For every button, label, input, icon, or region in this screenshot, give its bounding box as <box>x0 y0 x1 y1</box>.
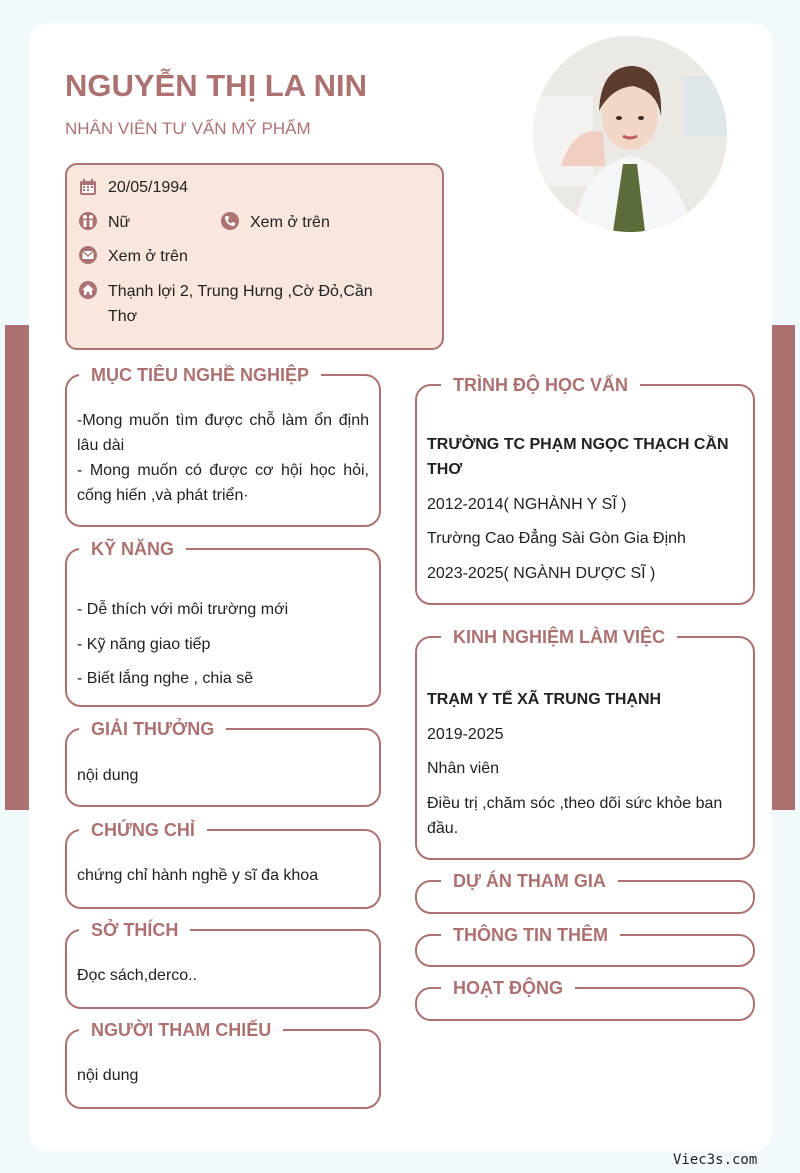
section-heading: GIẢI THƯỞNG <box>79 716 226 742</box>
section-content <box>427 687 743 850</box>
section-heading: KINH NGHIỆM LÀM VIỆC <box>441 624 677 650</box>
job-title: NHÂN VIÊN TƯ VẤN MỸ PHẨM <box>65 119 311 138</box>
candidate-name: NGUYỄN THỊ LA NIN <box>65 68 367 103</box>
awards-content: nội dung <box>77 767 139 784</box>
home-icon <box>78 280 98 300</box>
profile-photo <box>533 36 727 232</box>
section-education <box>415 375 755 605</box>
hobbies-content: Đọc sách,derco.. <box>77 967 198 984</box>
section-heading: NGƯỜI THAM CHIẾU <box>79 1017 283 1043</box>
section-activities <box>415 978 755 1021</box>
phone-text: Xem ở trên <box>250 214 330 231</box>
objective-line: -Mong muốn tìm được chỗ làm ổn định lâu dài <box>77 412 369 454</box>
section-heading: MỤC TIÊU NGHỀ NGHIỆP <box>79 362 321 388</box>
section-skills <box>65 539 381 707</box>
section-experience <box>415 627 755 860</box>
phone-icon <box>220 211 240 231</box>
section-hobbies <box>65 920 381 1009</box>
section-heading: TRÌNH ĐỘ HỌC VẤN <box>441 372 640 398</box>
section-projects <box>415 871 755 914</box>
skill-item: - Dễ thích với môi trường mới <box>77 601 289 618</box>
objective-line: - Mong muốn có được cơ hội học hỏi, cống hiến ,và phát triển· <box>77 462 369 504</box>
section-certificates <box>65 820 381 909</box>
skill-item: - Biết lắng nghe , chia sẽ <box>77 670 254 687</box>
certificates-content: chứng chỉ hành nghề y sĩ đa khoa <box>77 867 319 884</box>
skill-item: - Kỹ năng giao tiếp <box>77 635 211 653</box>
work-role: Nhân viên <box>427 760 500 777</box>
school-name-2: Trường Cao Đẳng Sài Gòn Gia Định <box>427 530 686 547</box>
section-heading: THÔNG TIN THÊM <box>441 922 620 948</box>
calendar-icon <box>78 177 98 197</box>
school-name: TRƯỜNG TC PHẠM NGỌC THẠCH CẦN THƠ <box>427 436 729 478</box>
references-content: nội dung <box>77 1067 139 1084</box>
contact-box <box>65 163 444 350</box>
section-heading: SỞ THÍCH <box>79 917 190 943</box>
section-awards <box>65 719 381 807</box>
gender-icon <box>78 211 98 231</box>
section-heading: DỰ ÁN THAM GIA <box>441 868 618 894</box>
birthday-text: 20/05/1994 <box>108 179 189 196</box>
work-description: Điều trị ,chăm sóc ,theo dõi sức khỏe ban đầu. <box>427 794 723 837</box>
section-heading: KỸ NĂNG <box>79 536 186 562</box>
right-accent-band <box>772 325 795 810</box>
section-references <box>65 1020 381 1109</box>
company-name: TRẠM Y TẾ XÃ TRUNG THẠNH <box>427 691 662 708</box>
email-icon <box>78 245 98 265</box>
section-additional-info <box>415 925 755 967</box>
left-accent-band <box>5 325 29 810</box>
section-heading: HOẠT ĐỘNG <box>441 975 575 1001</box>
section-content <box>427 432 743 595</box>
section-objective <box>65 365 381 527</box>
education-period: 2012-2014( NGHÀNH Y SĨ ) <box>427 495 627 513</box>
work-period: 2019-2025 <box>427 725 504 743</box>
watermark: Viec3s.com <box>673 1152 758 1168</box>
gender-text: Nữ <box>108 214 131 231</box>
section-content <box>77 597 369 701</box>
section-heading: CHỨNG CHỈ <box>79 817 207 843</box>
email-text: Xem ở trên <box>108 248 188 265</box>
education-period-2: 2023-2025( NGÀNH DƯỢC SĨ ) <box>427 564 656 582</box>
section-content <box>77 408 369 508</box>
address-line-1: Thạnh lợi 2, Trung Hưng ,Cờ Đỏ,Cần <box>108 283 373 300</box>
address-line-2: Thơ <box>108 308 138 325</box>
